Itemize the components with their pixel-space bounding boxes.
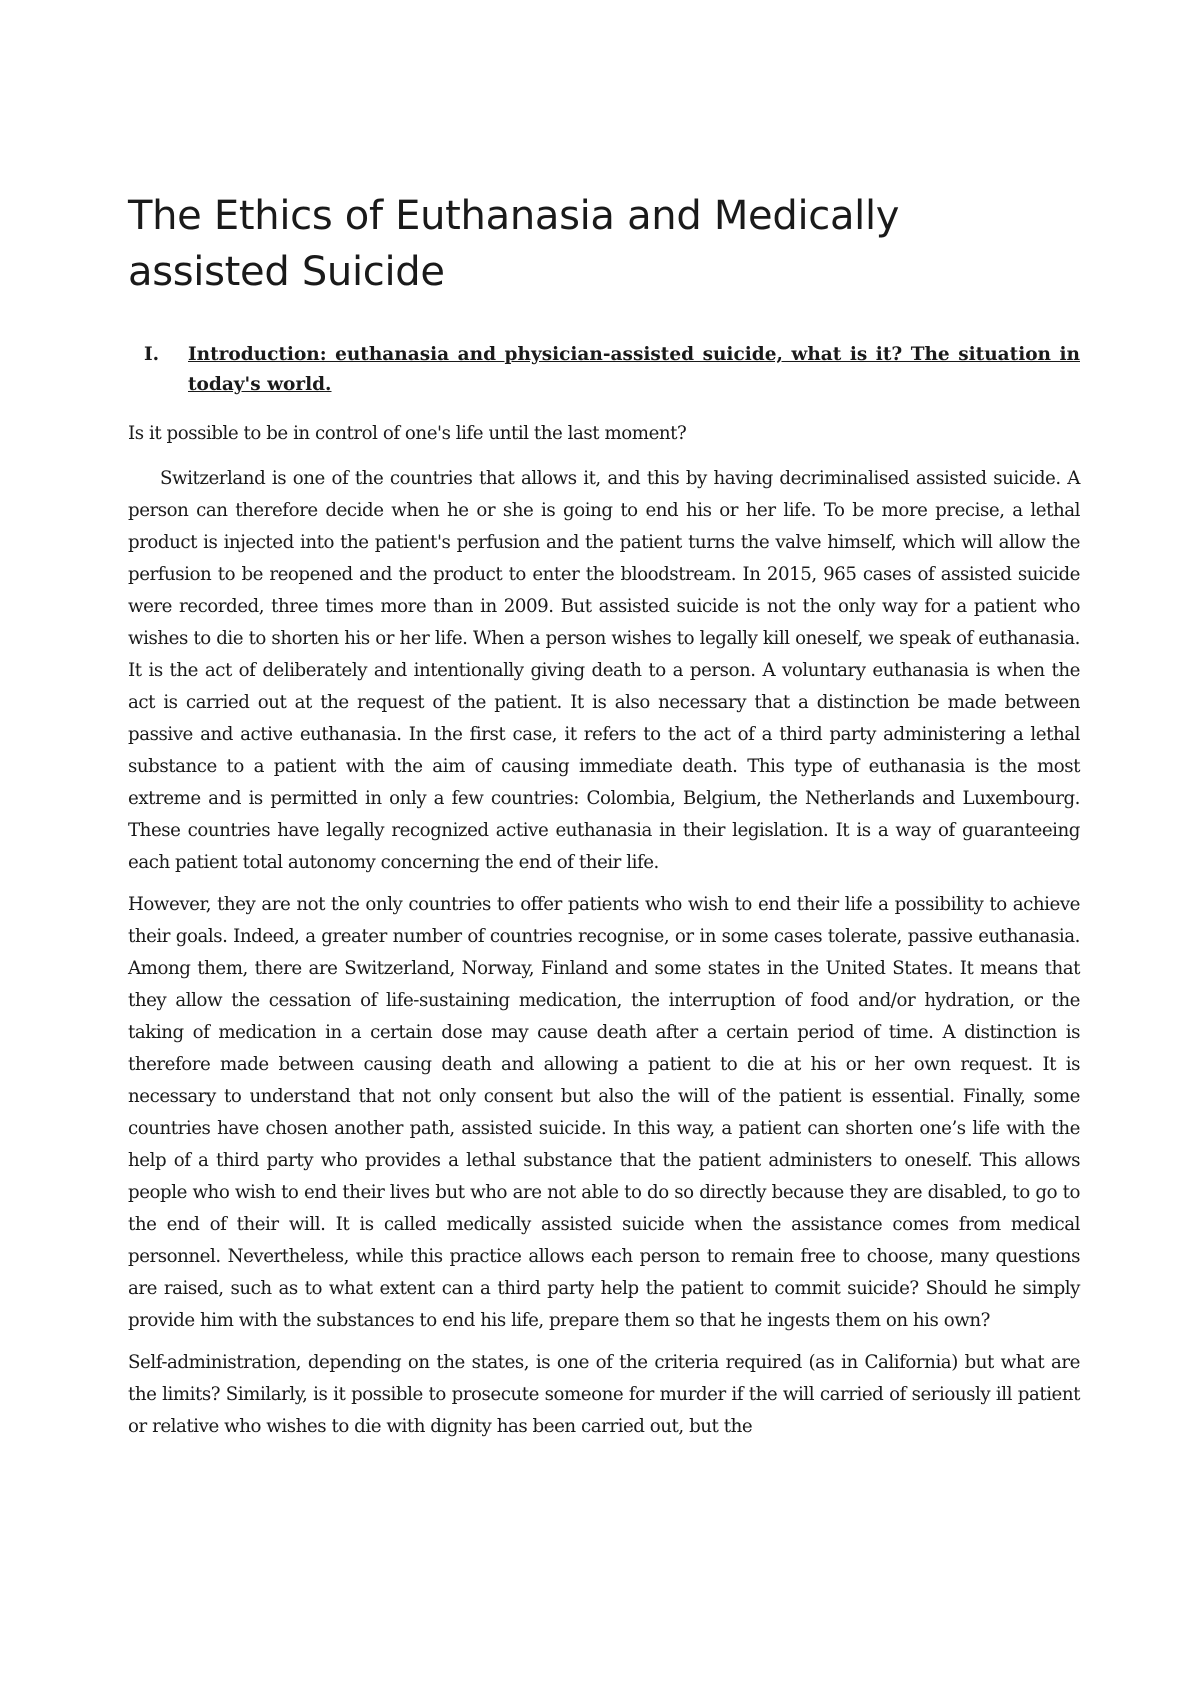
section-number: I. bbox=[144, 344, 160, 365]
document-body bbox=[128, 418, 1080, 1453]
paragraph-passive-euthanasia: However, they are not the only countries to offer patients who wish to end their life a possibility to achieve their goals. Indeed, a greater number of countries recognise, or in some cases tolerate, passive euthanasia. Among them, there are Switzerland, Norway, Finland and some states in the United States. It means that they allow the cessation of life-sustaining medication, the interruption of food and/or hydration, or the taking of medication in a certain dose may cause death after a certain period of time. A distinction is therefore made between causing death and allowing a patient to die at his or her own request. It is necessary to understand that not only consent but also the will of the patient is essential. Finally, some countries have chosen another path, assisted suicide. In this way, a patient can shorten one’s life with the help of a third party who provides a lethal substance that the patient administers to oneself. This allows people who wish to end their lives but who are not able to do so directly because they are disabled, to go to the end of their will. It is called medically assisted suicide when the assistance comes from medical personnel. Nevertheless, while this practice allows each person to remain free to choose, many questions are raised, such as to what extent can a third party help the patient to commit suicide? Should he simply provide him with the substances to end his life, prepare them so that he ingests them on his own? bbox=[128, 894, 1080, 1331]
document-title bbox=[128, 188, 1028, 300]
paragraph-question: Is it possible to be in control of one's life until the last moment? bbox=[128, 423, 687, 444]
section-heading-text: Introduction: euthanasia and physician-assisted suicide, what is it? The situation in today's world. bbox=[188, 344, 1080, 395]
title-line-2: assisted Suicide bbox=[128, 249, 445, 295]
section-heading bbox=[128, 340, 1080, 400]
paragraph-switzerland: Switzerland is one of the countries that allows it, and this by having decriminalised assisted suicide. A person can therefore decide when he or she is going to end his or her life. To be more precise, a lethal product is injected into the patient's perfusion and the patient turns the valve himself, which will allow the perfusion to be reopened and the product to enter the bloodstream. In 2015, 965 cases of assisted suicide were recorded, three times more than in 2009. But assisted suicide is not the only way for a patient who wishes to die to shorten his or her life. When a person wishes to legally kill oneself, we speak of euthanasia. It is the act of deliberately and intentionally giving death to a person. A voluntary euthanasia is when the act is carried out at the request of the patient. It is also necessary that a distinction be made between passive and active euthanasia. In the first case, it refers to the act of a third party administering a lethal substance to a patient with the aim of causing immediate death. This type of euthanasia is the most extreme and is permitted in only a few countries: Colombia, Belgium, the Netherlands and Luxembourg. These countries have legally recognized active euthanasia in their legislation. It is a way of guaranteeing each patient total autonomy concerning the end of their life. bbox=[128, 468, 1080, 873]
title-line-1: The Ethics of Euthanasia and Medically bbox=[128, 193, 900, 239]
paragraph-self-administration: Self-administration, depending on the states, is one of the criteria required (as in California) but what are the limits? Similarly, is it possible to prosecute someone for murder if the will carried of seriously ill patient or relative who wishes to die with dignity has been carried out, but the bbox=[128, 1352, 1080, 1437]
